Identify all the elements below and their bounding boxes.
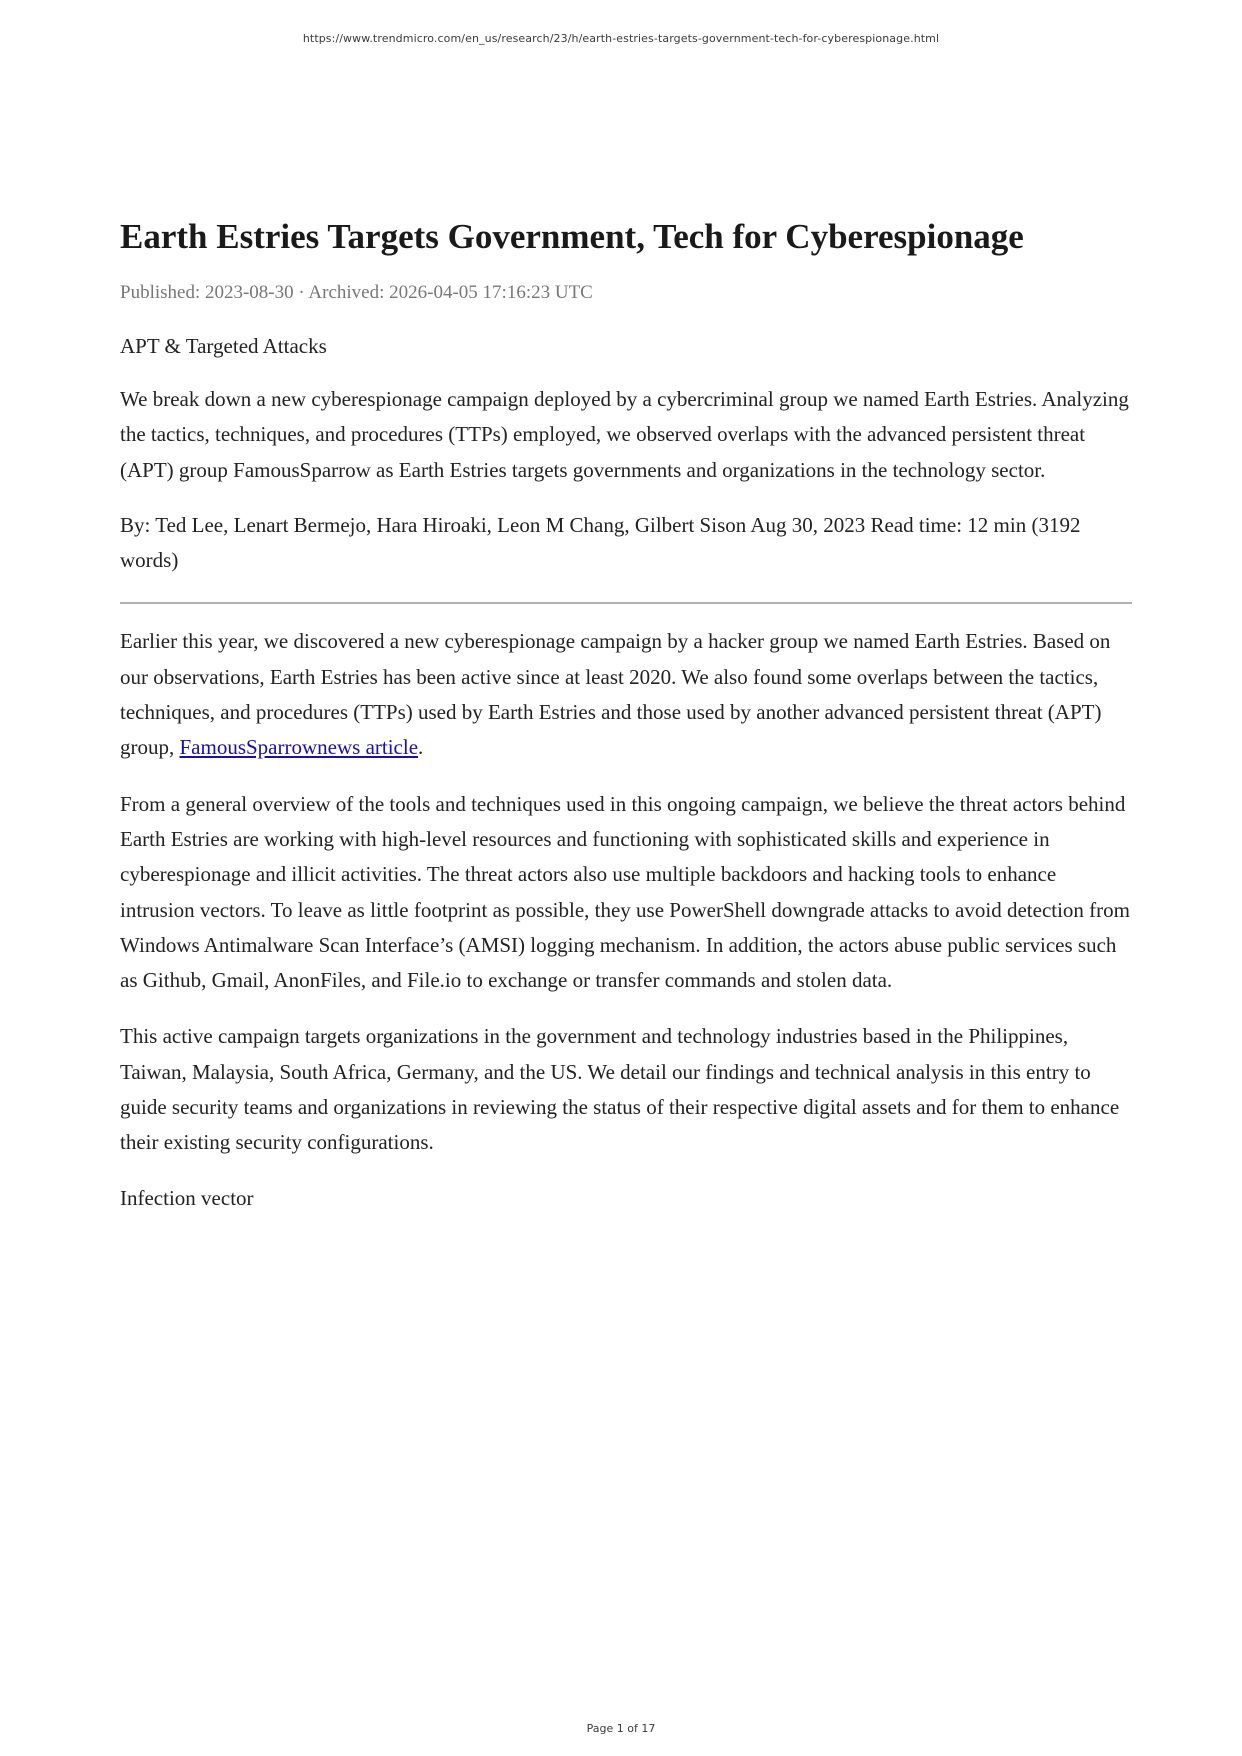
publish-meta: Published: 2023-08-30 · Archived: 2026-04-05 17:16:23 UTC — [120, 282, 593, 303]
body-paragraph-3: This active campaign targets organizations in the government and technology industries based in the Philippines, Taiwan, Malaysia, South Africa, Germany, and the US. We detail our findings and technical analysis in this entry to guide security teams and organizations in reviewing the status of their respective digital assets and for them to enhance their existing security configurations. — [120, 1024, 1120, 1155]
body-paragraph-1-text: Earlier this year, we discovered a new cyberespionage campaign by a hacker group we named Earth Estries. Based on our observations, Earth Estries has been active since at least 2020. We also found some overlaps between the tactics, techniques, and procedures (TTPs) used by Earth Estries and those used by another advanced persistent threat (APT) group, — [120, 629, 1111, 760]
article-byline: By: Ted Lee, Lenart Bermejo, Hara Hiroaki, Leon M Chang, Gilbert Sison Aug 30, 2023 Read time: 12 min (3192 words) — [120, 512, 1081, 573]
article-category: APT & Targeted Attacks — [120, 334, 327, 358]
page-number: Page 1 of 17 — [586, 1722, 656, 1735]
article-content — [120, 212, 1132, 1213]
section-heading-infection-vector: Infection vector — [120, 1185, 254, 1210]
article-title: Earth Estries Targets Government, Tech for Cyberespionage — [120, 217, 1024, 256]
section-divider — [120, 602, 1132, 604]
body-paragraph-1 — [120, 624, 1132, 765]
article-summary: We break down a new cyberespionage campaign deployed by a cybercriminal group we named Earth Estries. Analyzing the tactics, techniques, and procedures (TTPs) employed, we observed overlaps with the advanced persistent threat (APT) group FamousSparrow as Earth Estries targets governments and organizations in the technology sector. — [120, 387, 1129, 482]
page-url-header: https://www.trendmicro.com/en_us/research/23/h/earth-estries-targets-government-tech-for-cyberespionage.html — [302, 32, 940, 45]
body-paragraph-2: From a general overview of the tools and techniques used in this ongoing campaign, we believe the threat actors behind Earth Estries are working with high-level resources and functioning with sophisticated skills and experience in cyberespionage and illicit activities. The threat actors also use multiple backdoors and hacking tools to enhance intrusion vectors. To leave as little footprint as possible, they use PowerShell downgrade attacks to avoid detection from Windows Antimalware Scan Interface’s (AMSI) logging mechanism. In addition, the actors abuse public services such as Github, Gmail, AnonFiles, and File.io to exchange or transfer commands and stolen data. — [120, 791, 1130, 993]
body-paragraph-1-suffix: . — [418, 735, 424, 760]
famoussparrow-article-link[interactable]: FamousSparrownews article — [179, 735, 419, 760]
